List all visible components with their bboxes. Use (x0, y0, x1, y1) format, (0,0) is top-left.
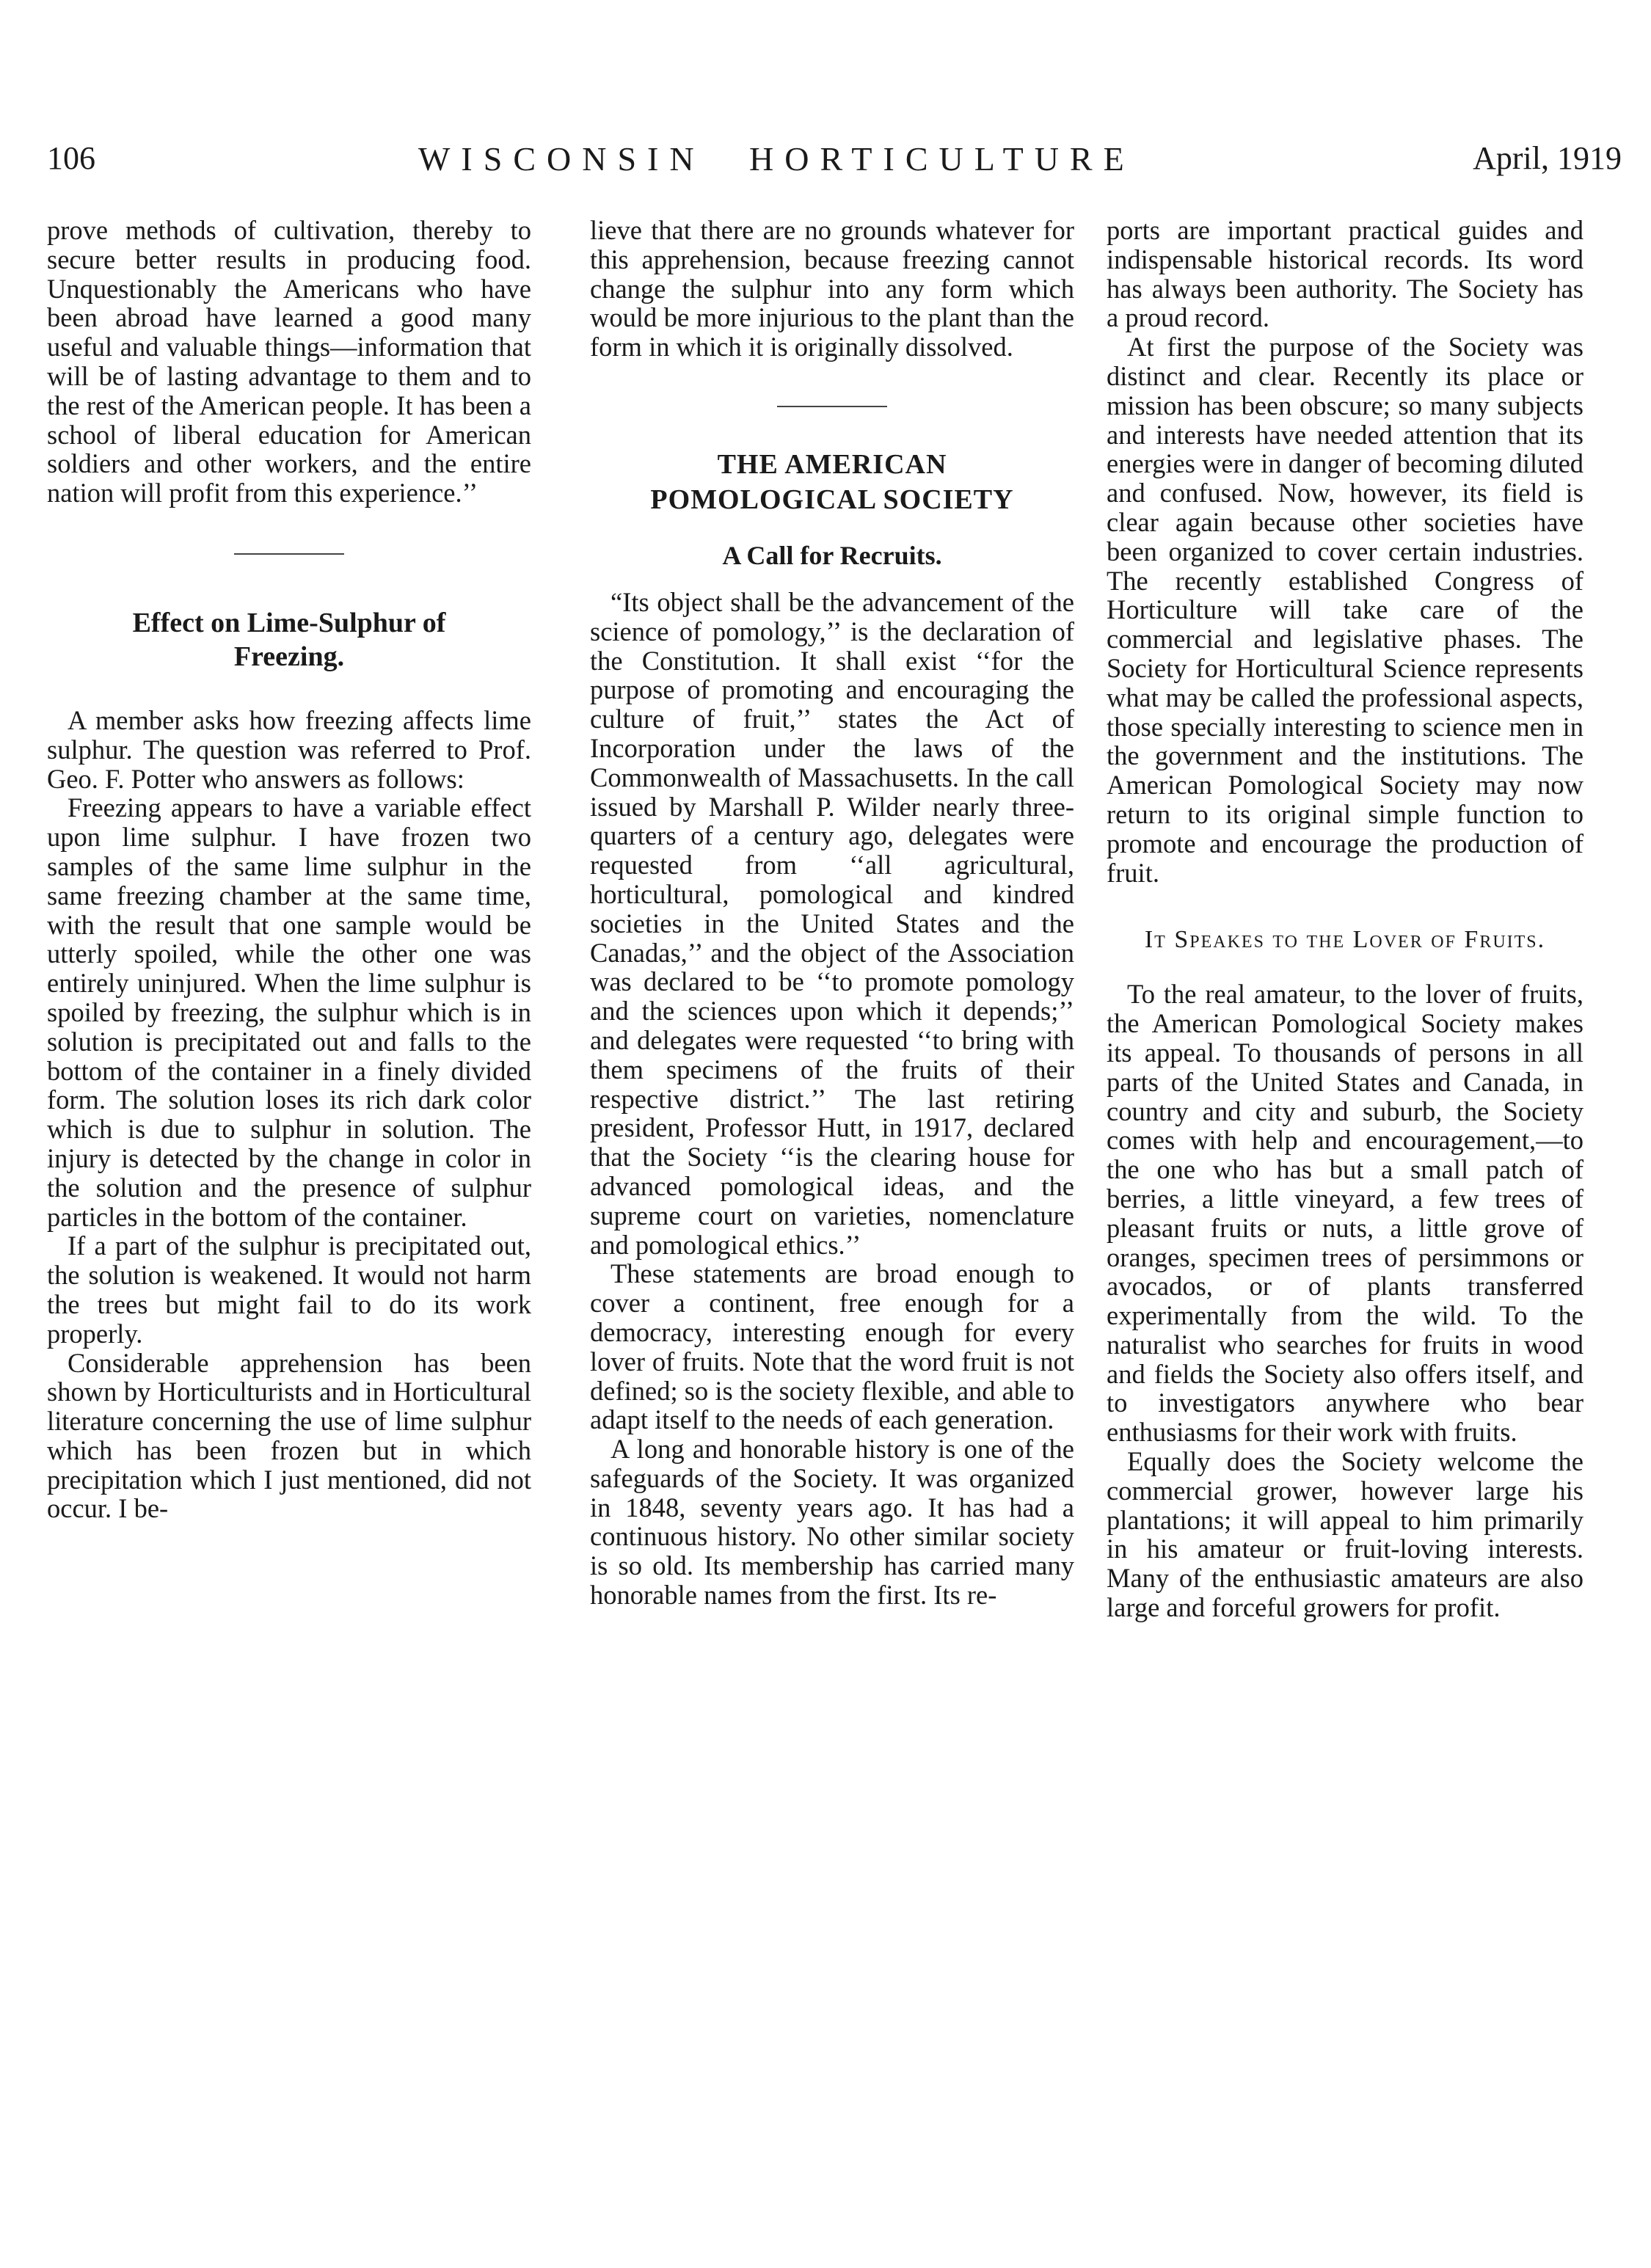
article-title-lime-sulphur: Effect on Lime-Sulphur of Freezing. (132, 607, 446, 672)
article-paragraph: Considerable apprehension has been shown by Horticulturists and in Horticultural literature concerning the use of lime sulphur which has been frozen but in which precipitation which I just mentioned, did not occur. I be- (47, 1347, 531, 1524)
article-paragraph: These statements are broad enough to cover a continent, free enough for a democracy, interesting enough for every lover of fruits. Note that the word fruit is not defined; so is the society flexible, and able to adapt itself to the needs of each generation. (590, 1258, 1074, 1435)
journal-title: WISCONSIN HORTICULTURE (418, 140, 1135, 178)
article-paragraph: A long and honorable history is one of the safeguards of the Society. It was organized in 1848, seventy years ago. It has had a continuous history. No other similar society is so old. Its membership has carried many honorable names from the first. Its re- (590, 1434, 1074, 1611)
article-title-pomological-society: THE AMERICAN POMOLOGICAL SOCIETY (650, 448, 1014, 515)
article-paragraph: Freezing appears to have a variable effect upon lime sulphur. I have frozen two samples of the same lime sulphur in the same freezing chamber at the same time, with the result that one sample would be utterly spoiled, while the other one was entirely uninjured. When the lime sulphur is spoiled by freezing, the sulphur which is in solution is precipitated out and falls to the bottom of the container in a finely divided form. The solution loses its rich dark color which is due to sulphur in solution. The injury is detected by the change in color in the solution and the presence of sulphur particles in the bottom of the container. (47, 792, 531, 1232)
article-paragraph: To the real amateur, to the lover of fruits, the American Pomological Society makes its appeal. To thousands of persons in all parts of the United States and Canada, in country and city and suburb, the Society comes with help and encouragement,—to the one who has but a small patch of berries, a little vineyard, a few trees of pleasant fruits or nuts, a little grove of oranges, specimen trees of persimmons or avocados, or of plants transferred experimentally from the wild. To the naturalist who searches for fruits in wood and fields the Society also offers itself, and to investigators anywhere who bear enthusiasms for their work with fruits. (1107, 979, 1583, 1448)
continued-paragraph: lieve that there are no grounds whatever for this apprehension, because freezing cannot change the sulphur into any form which would be more injurious to the plant than the form in which it is originally dissolved. (590, 215, 1074, 362)
article-paragraph: If a part of the sulphur is precipitated out, the solution is weakened. It would not harm the trees but might fail to do its work properly. (47, 1230, 531, 1349)
article-paragraph: Equally does the Society welcome the commercial grower, however large his plantations; it will appeal to him primarily in his amateur or fruit-loving interests. Many of the enthusiastic amateurs are also large and forceful growers for profit. (1107, 1446, 1583, 1623)
running-head (0, 139, 1651, 183)
column-2 (590, 216, 1074, 1610)
column-3 (1107, 216, 1583, 1622)
issue-date: April, 1919 (1473, 140, 1622, 176)
article-paragraph: “Its object shall be the advancement of the science of pomology,’’ is the declaration of the Constitution. It shall exist ‘‘for the purpose of promoting and encouraging the culture of fruit,’’ states the Act of Incorporation under the laws of the Commonwealth of Massachusetts. In the call issued by Marshall P. Wilder nearly three-quarters of a century ago, delegates were requested from ‘‘all agricultural, horticultural, pomological and kindred societies in the United States and the Canadas,’’ and the object of the Association was declared to be ‘‘to promote pomology and the sciences upon which it depends;’’ and delegates were requested ‘‘to bring with them specimens of the fruits of their respective district.’’ The last retiring president, Professor Hutt, in 1917, declared that the Society ‘‘is the clearing house for advanced pomological ideas, and the supreme court on varieties, nomenclature and pomological ethics.’’ (590, 586, 1074, 1260)
continued-paragraph: ports are important practical guides and indispensable historical records. Its word has always been authority. The Society has a proud record. (1107, 215, 1583, 333)
section-heading-lover-of-fruits: It Speakes to the Lover of Fruits. (1144, 926, 1546, 954)
article-paragraph: A member asks how freezing affects lime sulphur. The question was referred to Prof. Geo. F. Potter who answers as follows: (47, 704, 531, 794)
column-1 (47, 216, 531, 1523)
article-paragraph: At first the purpose of the Society was distinct and clear. Recently its place or mission has been obscure; so many subjects and interests have needed attention that its energies were in danger of becoming diluted and confused. Now, however, its field is clear again because other societies have been organized to cover certain industries. The recently established Congress of Horticulture will take care of the commercial and legislative phases. The Society for Horticultural Science represents what may be called the professional aspects, those specially interesting to science men in the government and the institutions. The American Pomological Society may now return to its original simple function to promote and encourage the production of fruit. (1107, 332, 1584, 888)
page-number: 106 (47, 140, 95, 176)
article-subtitle: A Call for Recruits. (722, 540, 942, 570)
continued-paragraph: prove methods of cultivation, thereby to secure better results in producing food. Unquestionably the Americans who have been abroad have learned a good many useful and valuable things—information that will be of lasting advantage to them and to the rest of the American people. It has been a school of liberal education for American soldiers and other workers, and the entire nation will profit from this experience.’’ (47, 215, 531, 508)
